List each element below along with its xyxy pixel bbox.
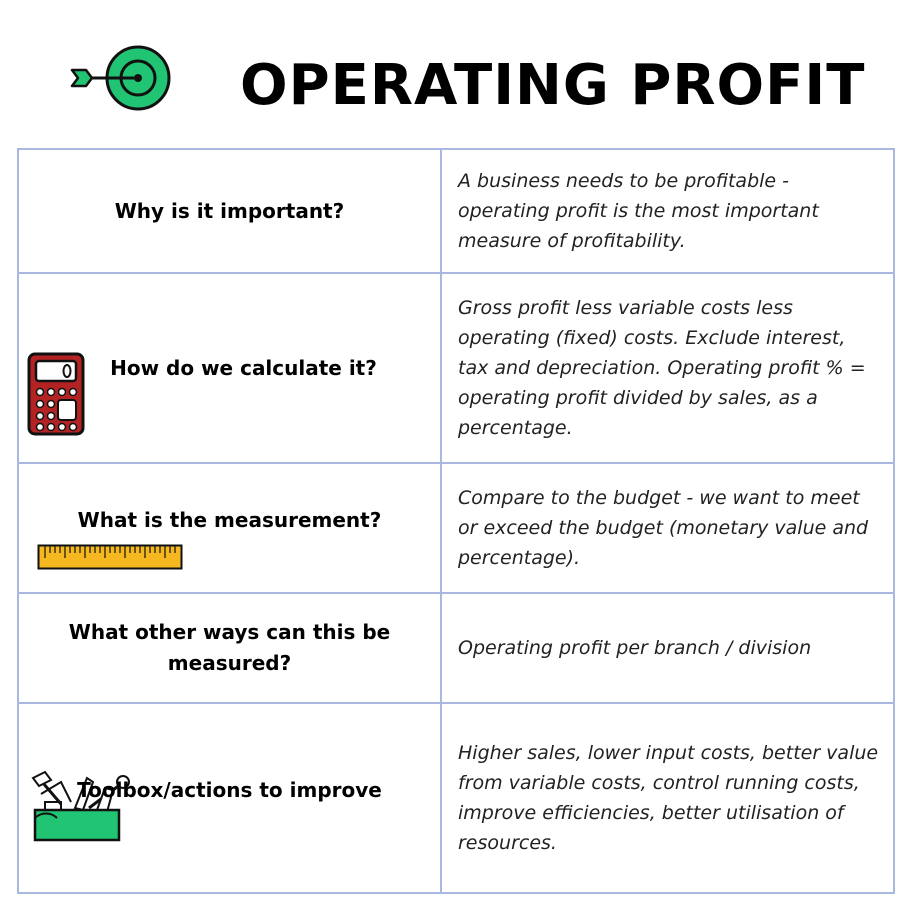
table-row	[18, 703, 894, 893]
table-row	[18, 463, 894, 593]
answer-text: Higher sales, lower input costs, better value from variable costs, control running costs, improve efficiencies, better utilisation of resources.	[458, 742, 879, 854]
info-table	[17, 148, 895, 894]
question-label: What is the measurement?	[77, 507, 382, 532]
answer-cell	[441, 703, 894, 893]
calculator-icon	[27, 352, 85, 436]
table-row	[18, 593, 894, 703]
question-cell	[18, 463, 441, 593]
question-label: Toolbox/actions to improve	[77, 777, 382, 802]
answer-text: Compare to the budget - we want to meet or exceed the budget (monetary value and percentage).	[458, 487, 869, 569]
answer-cell	[441, 593, 894, 703]
answer-cell	[441, 273, 894, 463]
answer-text: Gross profit less variable costs less operating (fixed) costs. Exclude interest, tax and depreciation. Operating profit % = operating profit divided by sales, as a percentage.	[458, 297, 866, 439]
answer-cell	[441, 149, 894, 273]
question-cell	[18, 273, 441, 463]
target-arrow-icon	[68, 44, 172, 112]
question-label: Why is it important?	[114, 198, 345, 223]
question-cell	[18, 593, 441, 703]
page-header	[0, 0, 900, 148]
page-title: OPERATING PROFIT	[240, 53, 866, 118]
question-cell	[18, 703, 441, 893]
answer-cell	[441, 463, 894, 593]
answer-text: Operating profit per branch / division	[458, 637, 812, 659]
question-cell	[18, 149, 441, 273]
question-label: What other ways can this be measured?	[68, 620, 391, 675]
question-label: How do we calculate it?	[110, 355, 377, 380]
table-row	[18, 273, 894, 463]
ruler-icon	[37, 544, 183, 570]
table-row	[18, 149, 894, 273]
answer-text: A business needs to be profitable - operating profit is the most important measure of profitability.	[458, 170, 819, 252]
